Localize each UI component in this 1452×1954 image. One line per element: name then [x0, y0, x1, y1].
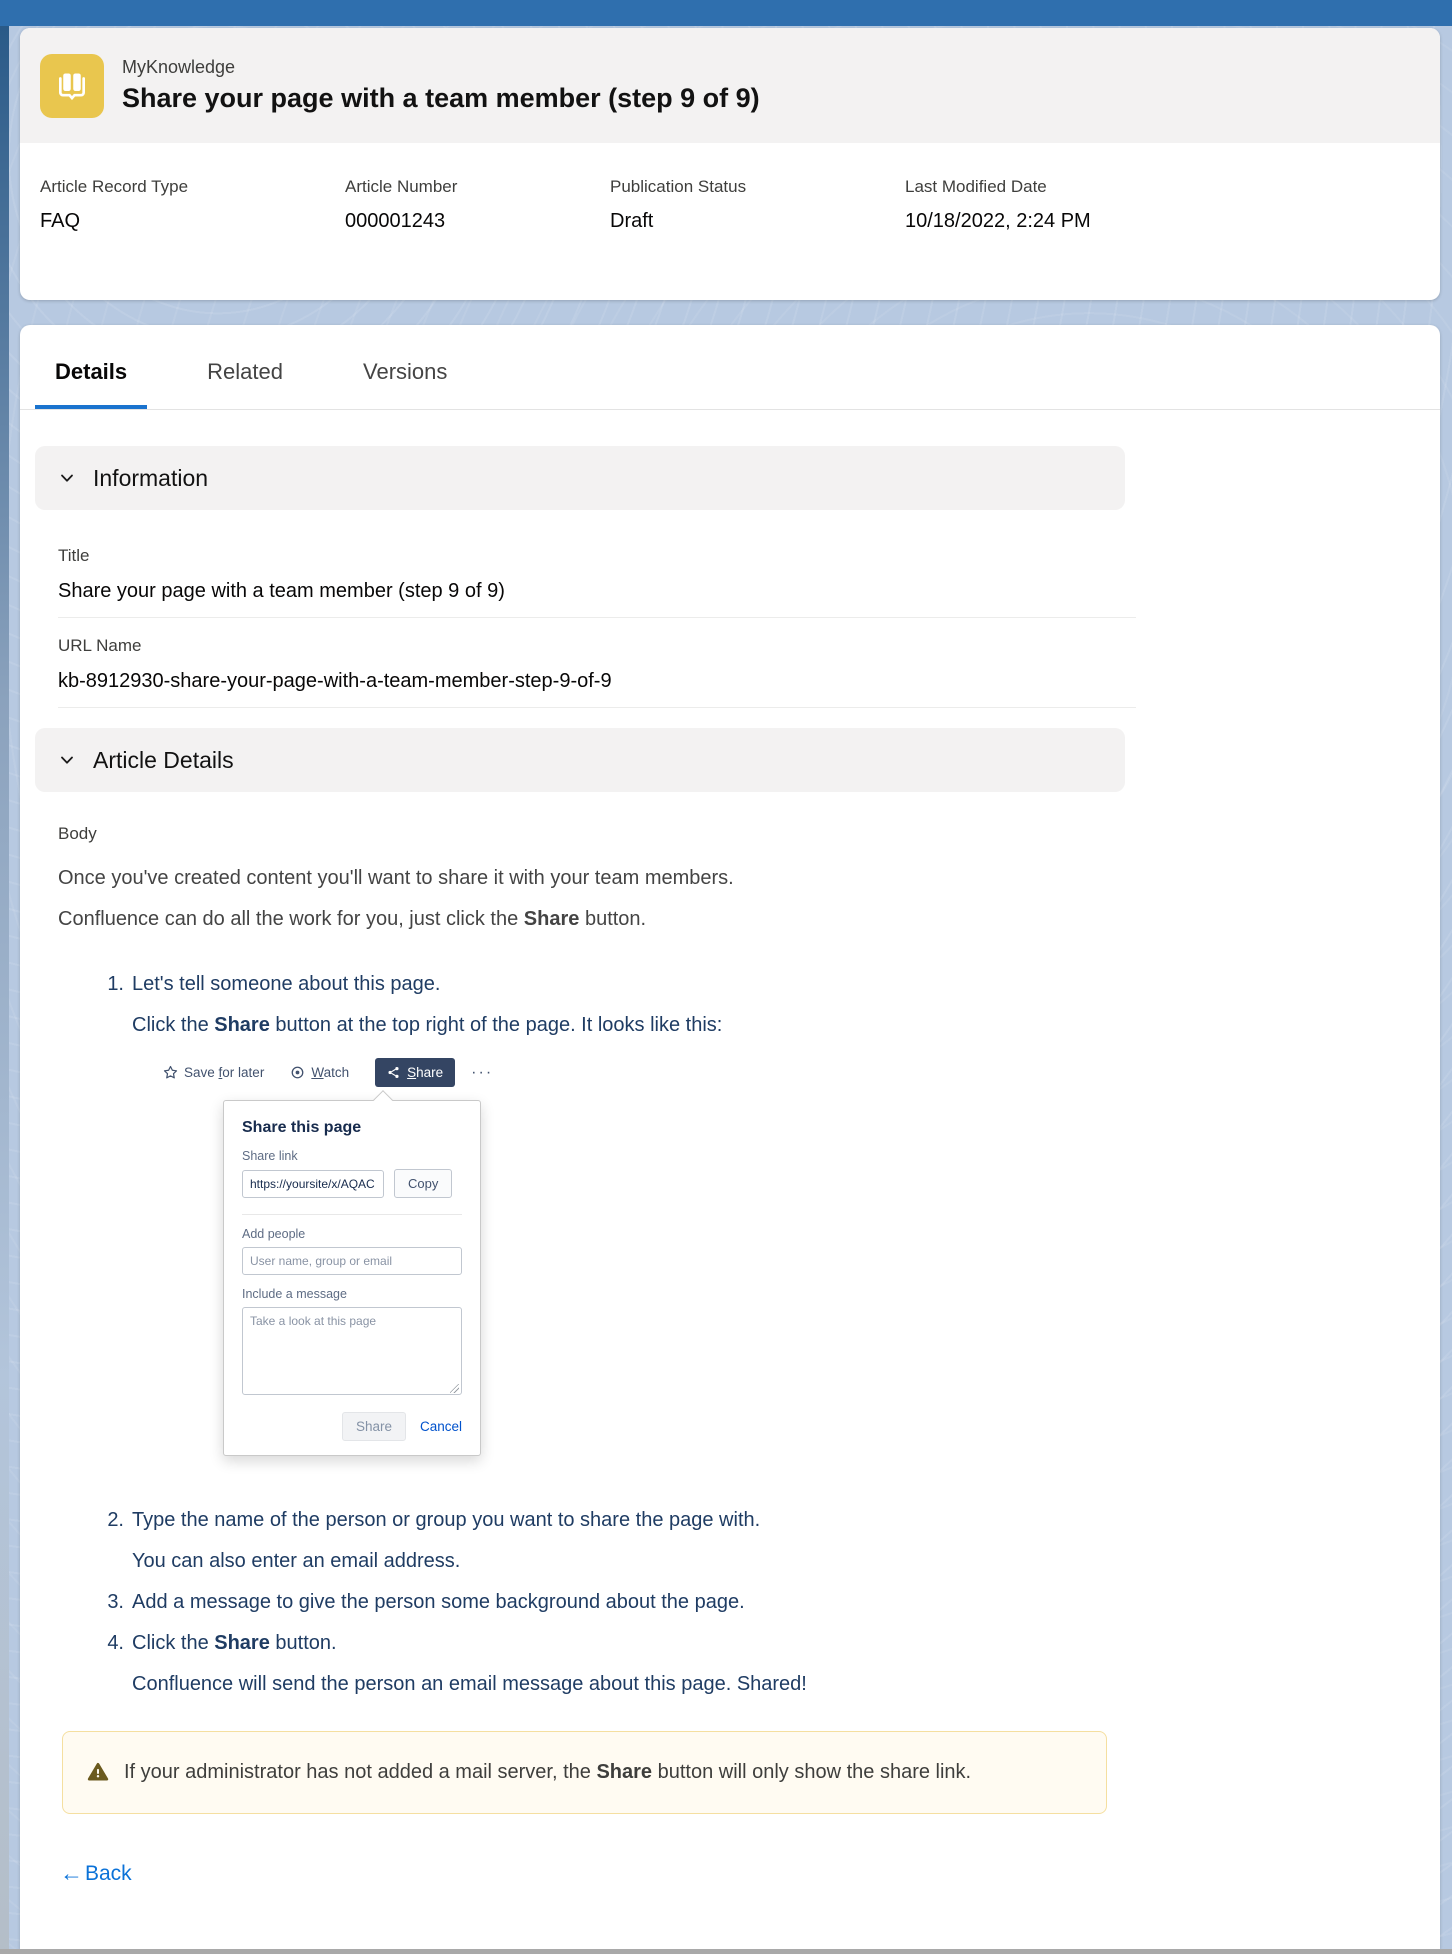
field-label: Title: [58, 546, 90, 565]
chevron-down-icon: [59, 470, 75, 486]
numbered-steps-2-4: [96, 1500, 1440, 1705]
knowledge-icon: [40, 54, 104, 118]
open-book-icon: [52, 66, 92, 106]
step-2-line-1: Type the name of the person or group you want to share the page with.: [132, 1509, 761, 1531]
section-title: Article Details: [93, 746, 234, 773]
step-4-line-1: [132, 1623, 807, 1664]
step-number: 1.: [107, 973, 124, 995]
message-area-wrap: [242, 1307, 462, 1400]
step-1: [96, 964, 1440, 1046]
share-link-row: [242, 1169, 462, 1198]
chevron-down-icon: [59, 752, 75, 768]
warning-text-start: If your administrator has not added a mail server, the: [124, 1761, 597, 1783]
step-text: [132, 1582, 745, 1623]
label-text: Save: [184, 1065, 219, 1080]
dialog-footer: [242, 1412, 462, 1441]
step-3: [96, 1582, 1440, 1623]
field-article-number: [345, 177, 610, 233]
step-number: 2.: [107, 1509, 124, 1531]
step-1-line-1: Let's tell someone about this page.: [132, 973, 441, 995]
embedded-screenshot: [163, 1058, 543, 1456]
step-1-share-bold: Share: [214, 1014, 270, 1036]
section-title: Information: [93, 464, 209, 491]
step-4: [96, 1623, 1440, 1705]
field-value: kb-8912930-share-your-page-with-a-team-member-step-9-of-9: [58, 670, 1136, 708]
label-text: atch: [323, 1065, 350, 1080]
confluence-toolbar: [163, 1058, 543, 1087]
window-bottom-edge: [0, 1949, 1452, 1954]
step-text: [132, 1623, 807, 1705]
left-edge-decoration: [0, 26, 9, 1954]
field-title: [58, 546, 1136, 618]
share-link-input: [242, 1170, 384, 1198]
record-header-strip: [20, 28, 1440, 143]
divider: [242, 1214, 462, 1215]
record-titles: [122, 57, 760, 114]
step-4-line-1-end: button.: [269, 1632, 337, 1654]
include-message-label: Include a message: [242, 1287, 347, 1301]
window-top-bar: [0, 0, 1452, 26]
step-1-line-2: [132, 1005, 722, 1046]
field-label: Article Number: [345, 177, 458, 196]
intro-share-bold: Share: [523, 908, 580, 930]
add-people-input: [242, 1247, 462, 1275]
watch-label: [311, 1065, 349, 1080]
share-nodes-icon: [387, 1066, 400, 1079]
back-arrow-icon: ←: [60, 1860, 83, 1886]
intro-line-2: [58, 899, 1440, 940]
save-for-later-label: [184, 1065, 264, 1080]
intro-line-1: Once you've created content you'll want to share it with your team members.: [58, 867, 734, 889]
share-label: [407, 1065, 443, 1080]
field-label: Publication Status: [610, 177, 747, 196]
field-value: 10/18/2022, 2:24 PM: [905, 210, 1091, 232]
access-key: W: [311, 1065, 324, 1080]
share-button: [375, 1058, 455, 1087]
dialog-share-button: Share: [342, 1412, 406, 1441]
step-text: [132, 964, 722, 1046]
field-publication-status: [610, 177, 905, 233]
step-2: [96, 1500, 1440, 1582]
step-1-line-2-end: button at the top right of the page. It looks like this:: [269, 1014, 723, 1036]
warning-note: [62, 1731, 1107, 1814]
step-number: 4.: [107, 1632, 124, 1654]
step-text: [132, 1500, 760, 1582]
step-3-line-1: Add a message to give the person some background about the page.: [132, 1591, 745, 1613]
record-highlights-card: [20, 28, 1440, 300]
watch-button: [290, 1065, 349, 1080]
field-label: Article Record Type: [40, 177, 189, 196]
article-intro-paragraph: [58, 858, 1440, 940]
field-value: 000001243: [345, 210, 446, 232]
step-4-line-2: Confluence will send the person an email message about this page. Shared!: [132, 1673, 807, 1695]
label-text: hare: [416, 1065, 444, 1080]
tab-bar: [20, 325, 1440, 410]
step-4-share-bold: Share: [214, 1632, 270, 1654]
field-value: Draft: [610, 210, 654, 232]
field-value: FAQ: [40, 210, 81, 232]
message-textarea: [242, 1307, 462, 1395]
dialog-title: Share this page: [242, 1119, 362, 1136]
warning-triangle-icon: [87, 1761, 109, 1783]
label-text: or later: [222, 1065, 265, 1080]
highlight-fields-row: [20, 143, 1440, 233]
resize-handle-icon: [450, 1384, 459, 1393]
back-link[interactable]: [60, 1860, 132, 1887]
section-article-details[interactable]: [35, 728, 1125, 792]
field-label: Last Modified Date: [905, 177, 1047, 196]
object-label: MyKnowledge: [122, 57, 236, 77]
warning-text-end: button will only show the share link.: [652, 1761, 972, 1783]
field-url-name: [58, 636, 1136, 708]
numbered-steps-1: [96, 964, 1440, 1046]
information-fields: [58, 546, 1136, 708]
dialog-caret: [373, 1090, 393, 1110]
step-4-line-1-text: Click the: [132, 1632, 215, 1654]
warning-text: [124, 1752, 971, 1793]
save-for-later-button: [163, 1065, 264, 1080]
page-title: Share your page with a team member (step 9 of 9): [122, 83, 760, 113]
step-1-line-2-text: Click the: [132, 1014, 215, 1036]
tab-related[interactable]: Related: [207, 359, 283, 384]
share-link-label: Share link: [242, 1149, 298, 1163]
dialog-cancel-link: Cancel: [419, 1419, 462, 1434]
field-article-record-type: [40, 177, 345, 233]
field-label: URL Name: [58, 636, 142, 655]
record-detail-card: [20, 325, 1440, 1949]
share-dialog: [223, 1100, 481, 1456]
tab-details[interactable]: Details: [35, 359, 147, 409]
intro-line-2-end: button.: [579, 908, 647, 930]
section-information[interactable]: [35, 446, 1125, 510]
step-2-line-2: You can also enter an email address.: [132, 1550, 461, 1572]
copy-button: Copy: [394, 1169, 452, 1198]
more-actions-icon: ···: [471, 1063, 494, 1081]
star-icon: [163, 1065, 178, 1080]
watch-eye-icon: [290, 1065, 305, 1080]
back-label: Back: [85, 1861, 132, 1885]
tab-versions[interactable]: Versions: [363, 359, 448, 384]
access-key: f: [218, 1065, 223, 1080]
field-last-modified-date: [905, 177, 1091, 233]
access-key: S: [407, 1065, 417, 1080]
intro-line-2-text: Confluence can do all the work for you, just click the: [58, 908, 524, 930]
warning-share-bold: Share: [596, 1761, 653, 1783]
add-people-label: Add people: [242, 1227, 306, 1241]
step-number: 3.: [107, 1591, 124, 1613]
body-field-label: Body: [58, 824, 97, 843]
field-value: Share your page with a team member (step 9 of 9): [58, 580, 1136, 618]
